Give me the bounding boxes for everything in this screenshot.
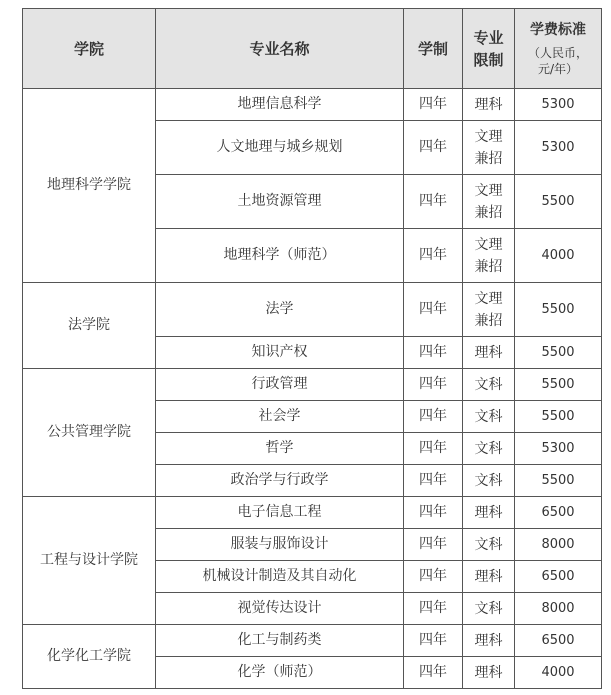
limit-label: 理科 xyxy=(474,632,503,649)
header-fee xyxy=(515,9,602,89)
header-fee-title: 学费标准 xyxy=(530,21,586,38)
duration-cell: 四年 xyxy=(404,369,463,401)
duration-cell: 四年 xyxy=(404,625,463,657)
college-cell: 化学化工学院 xyxy=(23,625,156,689)
major-cell: 机械设计制造及其自动化 xyxy=(156,561,404,593)
limit-cell xyxy=(463,433,515,465)
fee-cell: 5300 xyxy=(515,433,602,465)
limit-cell xyxy=(463,229,515,283)
major-cell: 行政管理 xyxy=(156,369,404,401)
major-cell: 化工与制药类 xyxy=(156,625,404,657)
duration-cell: 四年 xyxy=(404,175,463,229)
duration-cell: 四年 xyxy=(404,593,463,625)
limit-label: 文理兼招 xyxy=(474,182,503,221)
table-row xyxy=(23,369,602,401)
limit-label: 文科 xyxy=(474,440,503,457)
header-duration: 学制 xyxy=(404,9,463,89)
major-cell: 知识产权 xyxy=(156,337,404,369)
duration-cell: 四年 xyxy=(404,401,463,433)
header-fee-unit-1: （人民币， xyxy=(527,45,588,60)
duration-cell: 四年 xyxy=(404,657,463,689)
fee-cell: 5500 xyxy=(515,283,602,337)
tuition-table xyxy=(22,8,602,689)
fee-cell: 6500 xyxy=(515,561,602,593)
limit-cell xyxy=(463,121,515,175)
limit-label: 理科 xyxy=(474,504,503,521)
limit-cell xyxy=(463,89,515,121)
fee-cell: 4000 xyxy=(515,657,602,689)
limit-cell xyxy=(463,625,515,657)
duration-cell: 四年 xyxy=(404,433,463,465)
major-cell: 化学（师范） xyxy=(156,657,404,689)
duration-cell: 四年 xyxy=(404,561,463,593)
table-row xyxy=(23,625,602,657)
header-limit xyxy=(463,9,515,89)
major-cell: 地理科学（师范） xyxy=(156,229,404,283)
limit-cell xyxy=(463,337,515,369)
major-cell: 政治学与行政学 xyxy=(156,465,404,497)
duration-cell: 四年 xyxy=(404,497,463,529)
header-row xyxy=(23,9,602,89)
fee-cell: 6500 xyxy=(515,497,602,529)
fee-cell: 5500 xyxy=(515,465,602,497)
college-cell: 工程与设计学院 xyxy=(23,497,156,625)
major-cell: 服装与服饰设计 xyxy=(156,529,404,561)
major-cell: 法学 xyxy=(156,283,404,337)
limit-label: 理科 xyxy=(474,96,503,113)
limit-label: 文理兼招 xyxy=(474,128,503,167)
duration-cell: 四年 xyxy=(404,465,463,497)
fee-cell: 8000 xyxy=(515,593,602,625)
table-row xyxy=(23,89,602,121)
major-cell: 社会学 xyxy=(156,401,404,433)
header-fee-unit-2: 元/年） xyxy=(537,61,579,76)
limit-label: 文科 xyxy=(474,408,503,425)
table-row xyxy=(23,497,602,529)
fee-cell: 8000 xyxy=(515,529,602,561)
limit-label: 文理兼招 xyxy=(474,236,503,275)
fee-cell: 5300 xyxy=(515,121,602,175)
limit-label: 理科 xyxy=(474,664,503,681)
fee-cell: 6500 xyxy=(515,625,602,657)
fee-cell: 4000 xyxy=(515,229,602,283)
fee-cell: 5300 xyxy=(515,89,602,121)
limit-label: 文科 xyxy=(474,600,503,617)
limit-cell xyxy=(463,401,515,433)
duration-cell: 四年 xyxy=(404,529,463,561)
limit-cell xyxy=(463,175,515,229)
college-cell: 公共管理学院 xyxy=(23,369,156,497)
limit-label: 文科 xyxy=(474,536,503,553)
limit-label: 文科 xyxy=(474,376,503,393)
duration-cell: 四年 xyxy=(404,337,463,369)
table-row xyxy=(23,283,602,337)
header-major: 专业名称 xyxy=(156,9,404,89)
fee-cell: 5500 xyxy=(515,369,602,401)
limit-cell xyxy=(463,593,515,625)
major-cell: 视觉传达设计 xyxy=(156,593,404,625)
limit-label: 文理兼招 xyxy=(474,290,503,329)
duration-cell: 四年 xyxy=(404,89,463,121)
limit-label: 理科 xyxy=(474,568,503,585)
limit-cell xyxy=(463,465,515,497)
major-cell: 哲学 xyxy=(156,433,404,465)
limit-cell xyxy=(463,369,515,401)
limit-label: 文科 xyxy=(474,472,503,489)
college-cell: 地理科学学院 xyxy=(23,89,156,283)
header-college: 学院 xyxy=(23,9,156,89)
limit-cell xyxy=(463,561,515,593)
duration-cell: 四年 xyxy=(404,283,463,337)
duration-cell: 四年 xyxy=(404,229,463,283)
header-limit-label: 专业限制 xyxy=(473,28,504,69)
fee-cell: 5500 xyxy=(515,337,602,369)
major-cell: 人文地理与城乡规划 xyxy=(156,121,404,175)
major-cell: 电子信息工程 xyxy=(156,497,404,529)
limit-label: 理科 xyxy=(474,344,503,361)
fee-cell: 5500 xyxy=(515,401,602,433)
major-cell: 土地资源管理 xyxy=(156,175,404,229)
duration-cell: 四年 xyxy=(404,121,463,175)
limit-cell xyxy=(463,529,515,561)
limit-cell xyxy=(463,283,515,337)
fee-cell: 5500 xyxy=(515,175,602,229)
college-cell: 法学院 xyxy=(23,283,156,369)
limit-cell xyxy=(463,657,515,689)
major-cell: 地理信息科学 xyxy=(156,89,404,121)
limit-cell xyxy=(463,497,515,529)
